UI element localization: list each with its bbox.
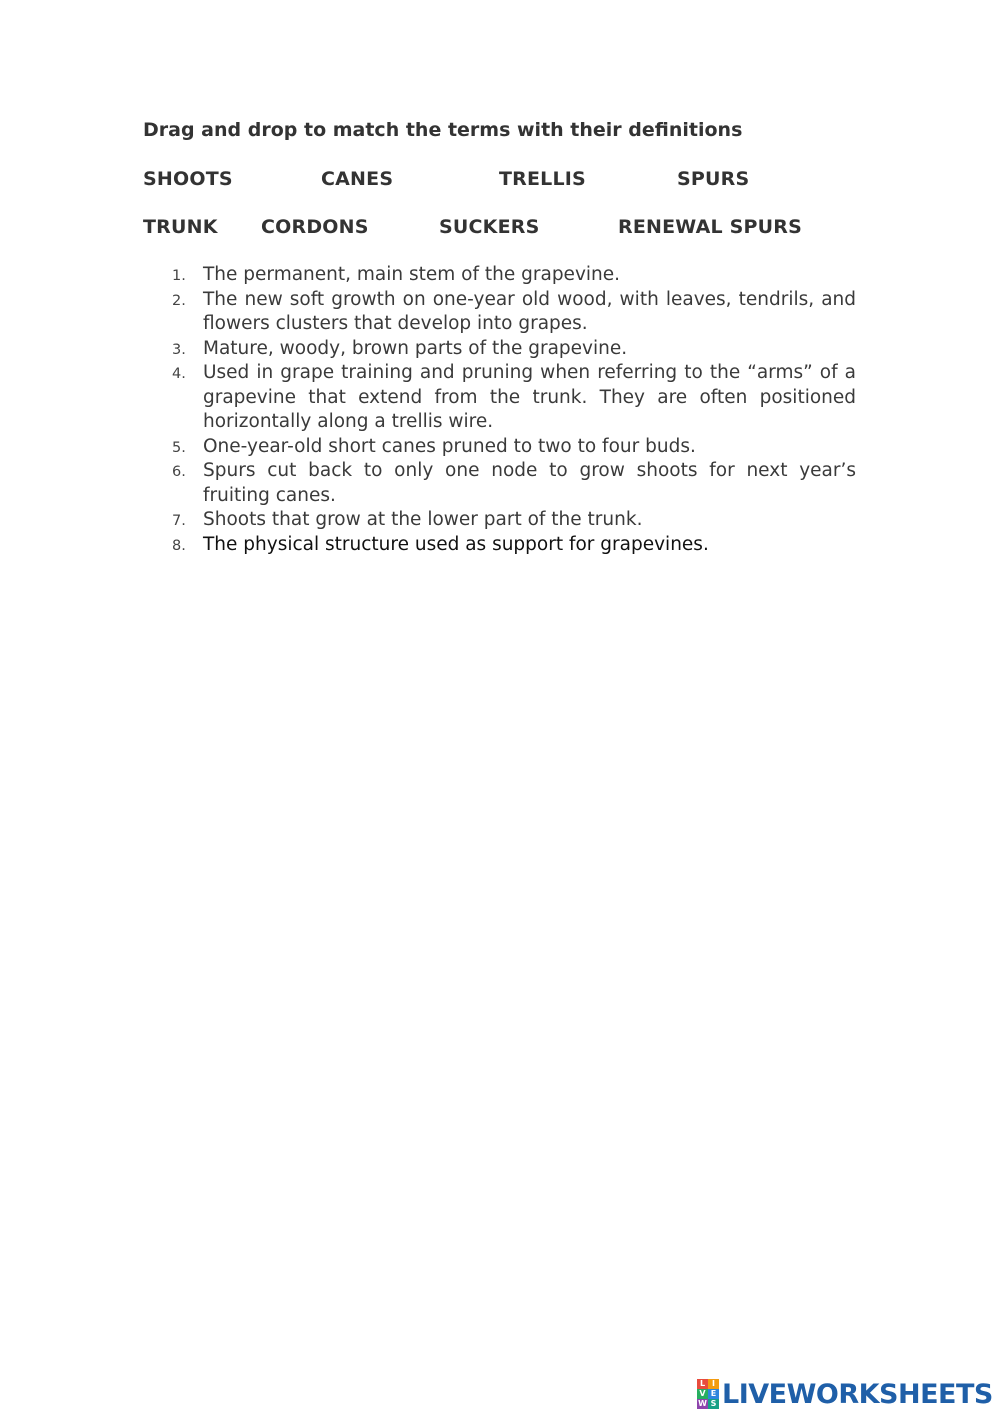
definition-text: One-year-old short canes pruned to two to four buds. <box>203 435 696 457</box>
definition-number: 8. <box>172 537 186 554</box>
logo-text: LIVEWORKSHEETS <box>722 1378 993 1410</box>
logo-mark-cell: W <box>698 1399 707 1408</box>
definition-item[interactable] <box>170 435 856 460</box>
definitions-list <box>170 263 856 557</box>
definition-text: Used in grape training and pruning when referring to the “arms” of a grapevine that extend from the trunk. They are often positioned horizontally along a trellis wire. <box>203 362 856 432</box>
definition-text: Shoots that grow at the lower part of the trunk. <box>203 509 643 530</box>
logo-mark-cell: V <box>697 1389 708 1399</box>
definition-item[interactable] <box>170 288 856 337</box>
definition-number: 1. <box>172 268 186 284</box>
definition-text: Mature, woody, brown parts of the grapevine. <box>203 337 628 359</box>
term-spurs[interactable]: SPURS <box>677 168 750 190</box>
definition-item[interactable] <box>170 337 856 362</box>
term-trellis[interactable]: TRELLIS <box>499 168 586 190</box>
logo-mark-cell: I <box>708 1379 719 1389</box>
logo-mark-icon <box>697 1379 719 1409</box>
term-cordons[interactable]: CORDONS <box>261 216 369 238</box>
definition-item[interactable] <box>170 533 856 558</box>
definition-number: 6. <box>172 464 186 480</box>
definition-text: The new soft growth on one-year old wood, with leaves, tendrils, and flowers clusters that develop into grapes. <box>203 288 856 334</box>
definition-number: 7. <box>172 513 186 529</box>
logo-mark-cell: E <box>708 1389 719 1399</box>
term-trunk[interactable]: TRUNK <box>143 216 218 238</box>
definition-number: 3. <box>172 341 186 358</box>
definition-text: Spurs cut back to only one node to grow shoots for next year’s fruiting canes. <box>203 460 856 506</box>
definition-item[interactable] <box>170 361 856 435</box>
definition-item[interactable] <box>170 508 856 533</box>
term-suckers[interactable]: SUCKERS <box>439 216 540 238</box>
term-canes[interactable]: CANES <box>321 168 394 190</box>
term-shoots[interactable]: SHOOTS <box>143 168 233 190</box>
definition-number: 5. <box>172 439 186 456</box>
definition-item[interactable] <box>170 459 856 508</box>
definition-number: 2. <box>172 292 186 309</box>
liveworksheets-logo[interactable] <box>697 1377 993 1411</box>
logo-mark-cell: L <box>697 1379 708 1389</box>
definition-item[interactable] <box>170 263 856 288</box>
logo-mark-cell: S <box>708 1399 719 1409</box>
definition-number: 4. <box>172 366 186 382</box>
instruction-heading: Drag and drop to match the terms with their definitions <box>143 119 743 141</box>
definition-text: The permanent, main stem of the grapevine. <box>203 264 621 285</box>
definition-text: The physical structure used as support for grapevines. <box>203 533 709 555</box>
term-renewal-spurs[interactable]: RENEWAL SPURS <box>618 216 802 238</box>
